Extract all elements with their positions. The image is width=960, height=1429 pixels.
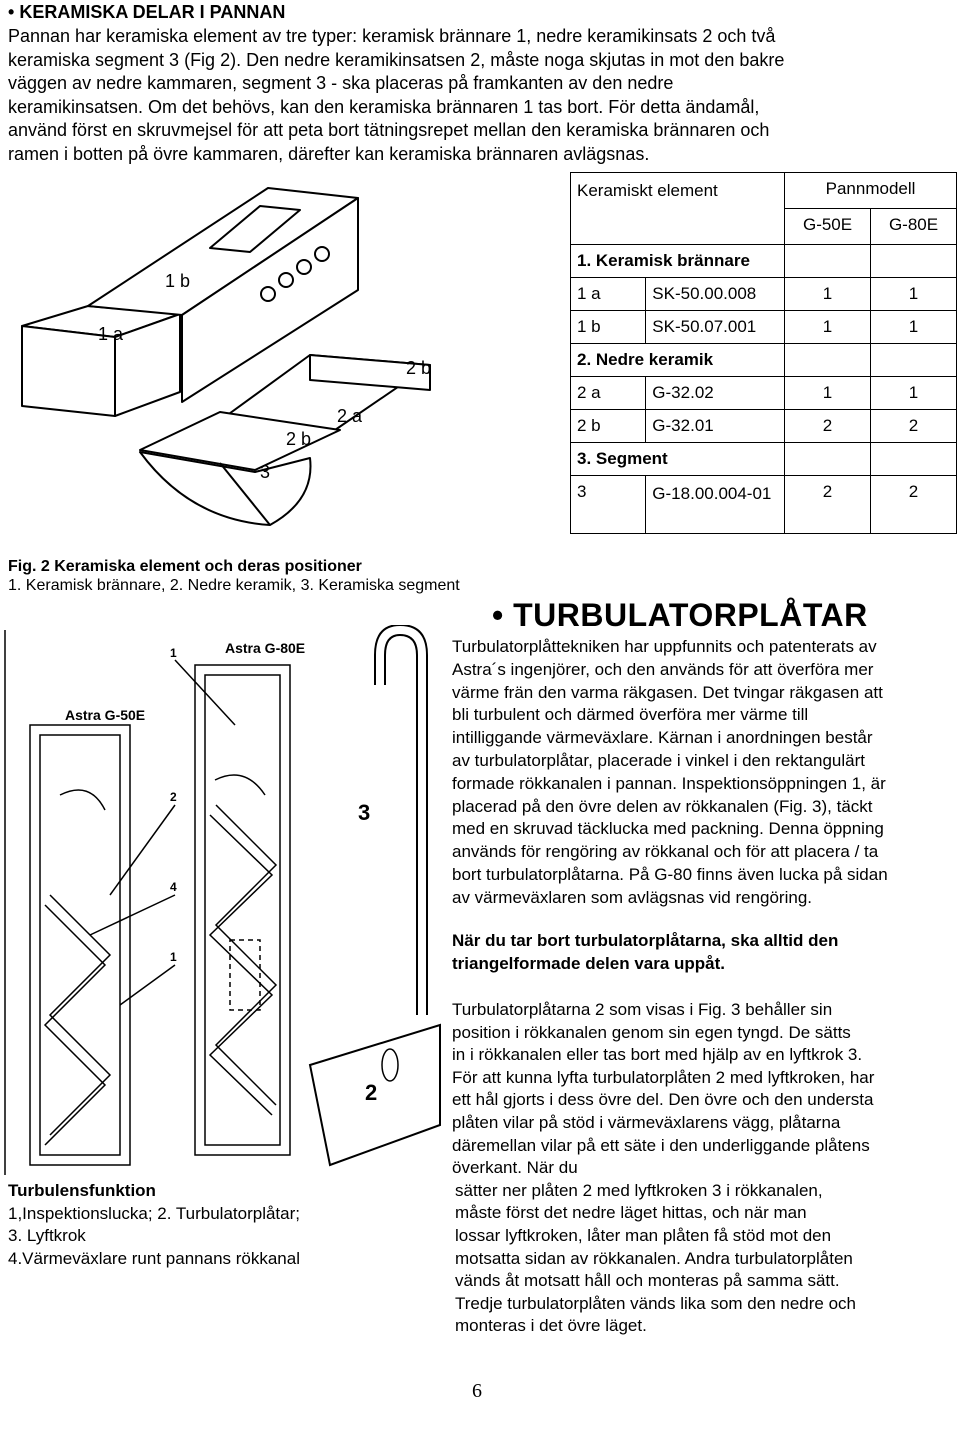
- ceramic-elements-table: [570, 172, 957, 534]
- table-cell-g50: 2: [785, 410, 871, 443]
- para-line: ramen i botten på övre kammaren, därefter kan keramiska brännaren avlägsnas.: [8, 143, 650, 164]
- para-line: med en skruvad täcklucka med packning. Denna öppning: [452, 819, 884, 839]
- flow-arrow: [60, 790, 105, 810]
- label-3: 3: [260, 462, 271, 482]
- para-line: monteras i det övre läget.: [455, 1316, 647, 1336]
- para-line: av turbulatorplåtar, placerade i vinkel i den rektangulärt: [452, 750, 865, 770]
- para-line: däremellan vilar på ett säte i den underliggande plåtens: [452, 1135, 870, 1155]
- para-line: position i rökkanalen genom sin egen tyngd. De sätts: [452, 1022, 851, 1042]
- g80-inner: [205, 675, 280, 1145]
- para-line: använd först en skruvmejsel för att peta bort tätningsrepet mellan den keramiska brännaren och: [8, 120, 770, 140]
- para-line: sätter ner plåten 2 med lyftkroken 3 i rökkanalen,: [455, 1180, 823, 1200]
- lifting-hook: [385, 635, 417, 1015]
- para-line: plåten vilar på stöd i värmeväxlarens vägg, plåtarna: [452, 1112, 841, 1132]
- para-line: keramikinsatsen. Om det behövs, kan den keramiska brännaren 1 tas bort. För detta ändamål,: [8, 96, 760, 117]
- burner-hole: [279, 273, 293, 287]
- turbulator-warning: [452, 930, 957, 976]
- fig2-caption-sub: 1. Keramisk brännare, 2. Nedre keramik, 3. Keramiska segment: [8, 576, 460, 594]
- para-line: bort turbulatorplåtarna. På G-80 finns även lucka på sidan: [452, 864, 888, 884]
- table-cell-g50: 2: [785, 476, 871, 534]
- bullet-icon: •: [492, 597, 504, 633]
- leader-line: [90, 895, 175, 935]
- para-line: bli turbulent och därmed överföra mer värme till: [452, 705, 809, 725]
- keramik-heading: KERAMISKA DELAR I PANNAN: [19, 2, 286, 22]
- table-header-model: Pannmodell: [785, 173, 957, 209]
- inspection-hatch: [230, 940, 260, 1010]
- para-line: intilliggande värmeväxlare. Kärnan i anordningen består: [452, 728, 873, 748]
- table-header-g80: G-80E: [871, 209, 957, 245]
- table-cell-code: G-32.01: [646, 410, 785, 443]
- para-line: Turbulatorplåttekniken har uppfunnits och patenterats av: [452, 637, 877, 656]
- table-group-title: 3. Segment: [571, 443, 785, 476]
- table-cell-pos: 2 b: [571, 410, 646, 443]
- label-2b-left: 2 b: [286, 429, 312, 449]
- table-cell-g50: 1: [785, 278, 871, 311]
- para-line: Pannan har keramiska element av tre typer: keramisk brännare 1, nedre keramikinsats 2 och två: [8, 26, 776, 46]
- table-group-title: 2. Nedre keramik: [571, 344, 785, 377]
- table-cell-g80: 1: [871, 278, 957, 311]
- label-astra-g50: Astra G-50E: [65, 707, 146, 723]
- para-line: in i rökkanalen eller tas bort med hjälp av en lyftkrok 3.: [452, 1045, 863, 1065]
- bullet-icon: •: [8, 2, 15, 22]
- turbulens-caption: [8, 1180, 300, 1270]
- label-3-big: 3: [358, 800, 371, 825]
- table-cell-pos: 1 a: [571, 278, 646, 311]
- burner-hole: [261, 287, 275, 301]
- table-cell-g50: 1: [785, 377, 871, 410]
- para-line: motsatta sidan av rökkanalen. Andra turbulatorplåten: [455, 1248, 853, 1268]
- ceramic-elements-diagram: [10, 180, 570, 530]
- label-2-big: 2: [365, 1080, 378, 1105]
- table-cell-code: SK-50.00.008: [646, 278, 785, 311]
- para-line: vänds åt motsatt håll och monteras på samma sätt.: [455, 1271, 840, 1291]
- table-cell-g80: 1: [871, 377, 957, 410]
- para-line: placerad på den övre delen av rökkanalen (Fig. 3), täckt: [452, 796, 873, 816]
- turbulator-para1: [452, 636, 957, 910]
- turbulens-line: 3. Lyftkrok: [8, 1226, 86, 1245]
- label-n2: 2: [170, 790, 177, 804]
- flow-arrow: [215, 775, 265, 795]
- plate-hole: [382, 1049, 398, 1081]
- para-line: lossar lyftkroken, låter man plåten få stöd mot den: [455, 1225, 832, 1245]
- table-header-g50: G-50E: [785, 209, 871, 245]
- warning-line: triangelformade delen vara uppåt.: [452, 953, 726, 973]
- label-n1: 1: [170, 646, 177, 660]
- para-line: överkant. När du: [452, 1158, 578, 1178]
- turbulator-para2: [452, 999, 957, 1338]
- para-line: värme frän den varma räkgasen. Det tvingar räkgasen att: [452, 682, 883, 702]
- fig2-caption: [8, 558, 460, 595]
- label-2b-right: 2 b: [406, 358, 432, 378]
- para-line: Tredje turbulatorplåten vänds lika som den nedre och: [455, 1293, 856, 1313]
- page-number: 6: [472, 1380, 482, 1402]
- turbulator-heading-text: TURBULATORPLÅTAR: [513, 597, 868, 633]
- turbulator-heading: [492, 597, 868, 634]
- keramik-paragraph: [8, 25, 953, 166]
- g50-plates-2: [50, 895, 110, 1135]
- label-2a: 2 a: [337, 406, 363, 426]
- turbulens-line: 1,Inspektionslucka; 2. Turbulatorplåtar;: [8, 1203, 300, 1223]
- fig2-caption-title: Fig. 2 Keramiska element och deras positioner: [8, 558, 362, 575]
- para-line: Astra´s ingenjörer, och den används för att överföra mer: [452, 659, 874, 679]
- para-line: keramiska segment 3 (Fig 2). Den nedre keramikinsatsen 2, måste noga skjutas in mot den bakre: [8, 49, 785, 70]
- table-header-element: Keramiskt element: [571, 173, 785, 245]
- g50-inner: [40, 735, 120, 1155]
- table-cell-code: G-18.00.004-01: [646, 476, 785, 534]
- label-n1b: 1: [170, 950, 177, 964]
- turbulator-diagram: [0, 625, 450, 1180]
- turbulens-title: Turbulensfunktion: [8, 1181, 156, 1200]
- leader-line: [120, 965, 175, 1005]
- para-line: formade rökkanalen i pannan. Inspektionsöppningen 1, är: [452, 773, 886, 793]
- label-n4: 4: [170, 880, 177, 894]
- para-line: används för rengöring av rökkanal och för att placera / ta: [452, 842, 879, 862]
- para-line: För att kunna lyfta turbulatorplåten 2 med lyftkroken, har: [452, 1067, 875, 1087]
- section-heading-keramik: [8, 2, 285, 23]
- table-cell-g80: 1: [871, 311, 957, 344]
- table-group-title: 1. Keramisk brännare: [571, 245, 785, 278]
- table-cell-pos: 3: [571, 476, 646, 534]
- para-line: måste först det nedre läget hittas, och när man: [455, 1203, 807, 1223]
- table-cell-g80: 2: [871, 476, 957, 534]
- label-1a: 1 a: [98, 324, 124, 344]
- table-cell-g80: 2: [871, 410, 957, 443]
- para-line: ett hål gjorts i dess övre del. Den övre och den understa: [452, 1090, 874, 1110]
- para-line: Turbulatorplåtarna 2 som visas i Fig. 3 behåller sin: [452, 1000, 833, 1019]
- label-astra-g80: Astra G-80E: [225, 640, 306, 656]
- label-1b: 1 b: [165, 271, 191, 291]
- para-line: av värmeväxlaren som avlägsnas vid rengöring.: [452, 887, 813, 907]
- table-cell-pos: 2 a: [571, 377, 646, 410]
- g80-outer: [195, 665, 290, 1155]
- table-cell-pos: 1 b: [571, 311, 646, 344]
- para-line: väggen av nedre kammaren, segment 3 - ska placeras på framkanten av den nedre: [8, 73, 674, 93]
- turbulens-line: 4.Värmeväxlare runt pannans rökkanal: [8, 1248, 300, 1268]
- burner-hole: [297, 260, 311, 274]
- g50-outer: [30, 725, 130, 1165]
- table-cell-code: SK-50.07.001: [646, 311, 785, 344]
- table-cell-code: G-32.02: [646, 377, 785, 410]
- lifting-hook-outer: [375, 625, 427, 1015]
- table-cell-g50: 1: [785, 311, 871, 344]
- burner-hole: [315, 247, 329, 261]
- warning-line: När du tar bort turbulatorplåtarna, ska alltid den: [452, 931, 839, 950]
